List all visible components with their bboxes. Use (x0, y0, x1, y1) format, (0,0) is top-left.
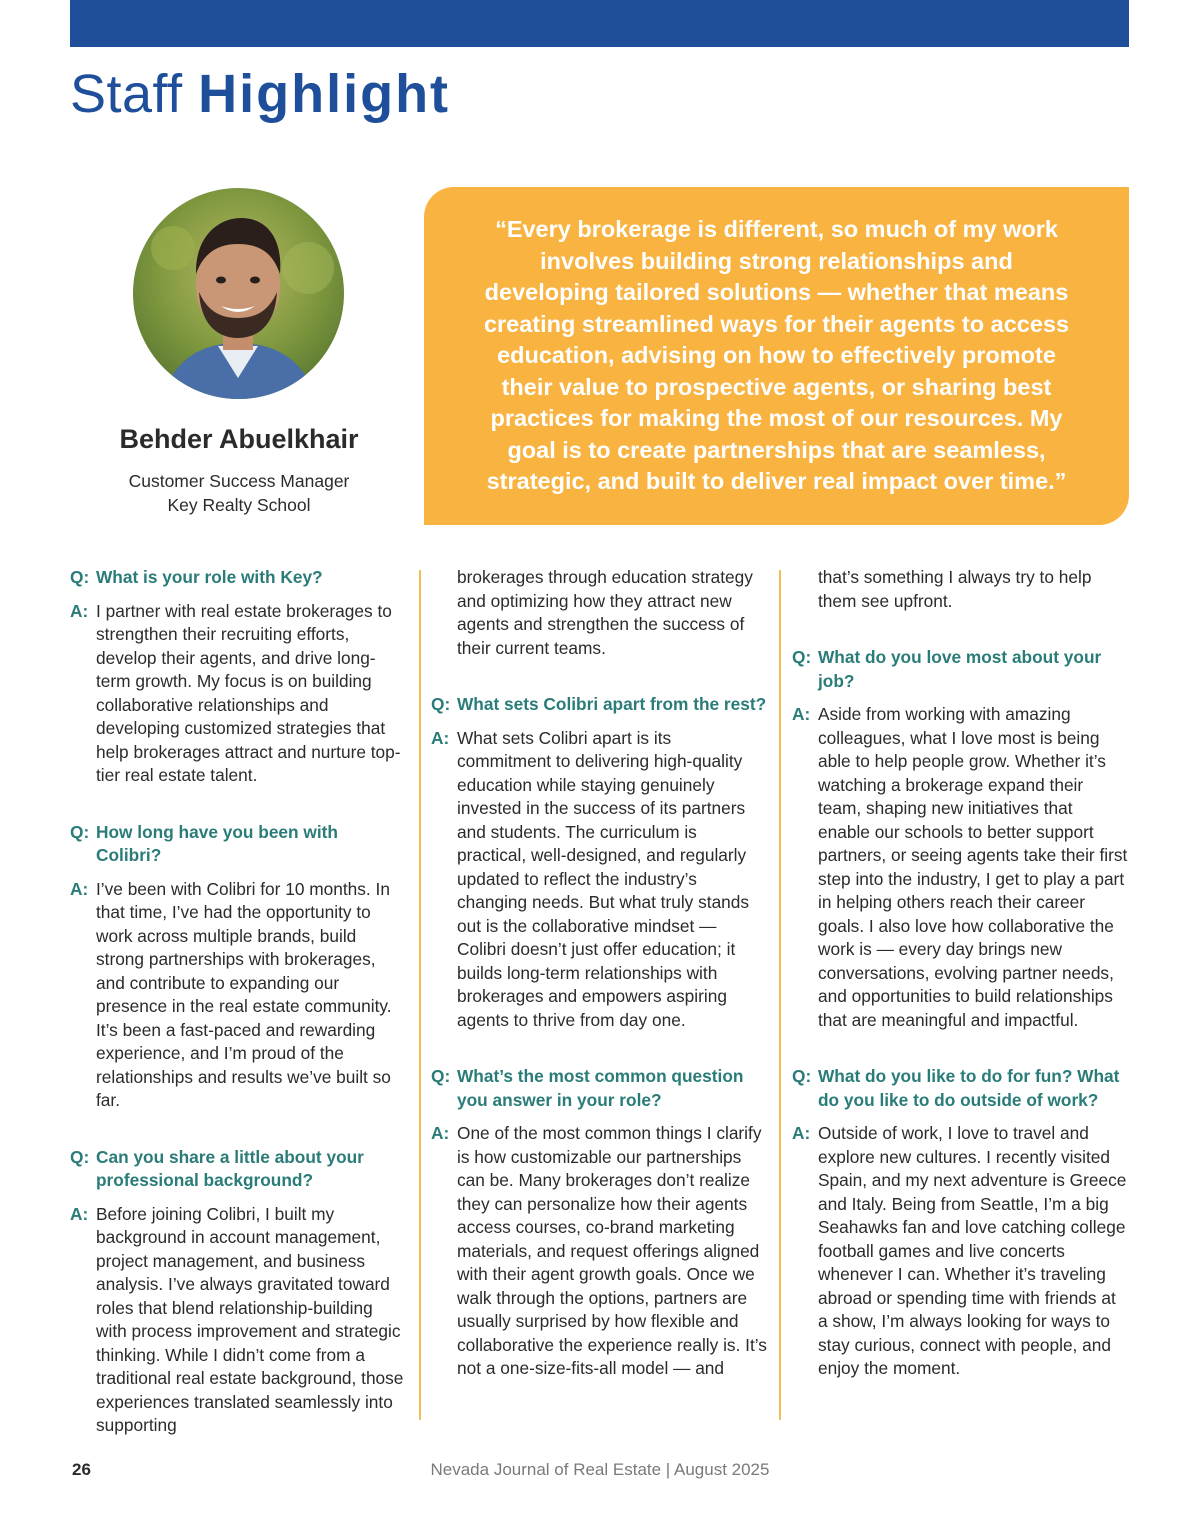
header-bar (70, 0, 1129, 47)
pull-quote: “Every brokerage is different, so much of my work involves building strong relationships and developing tailored solutions — whether that means creating streamlined ways for their agents to access education, advising on how to effectively promote their value to prospective agents, or sharing best practices for making the most of our resources. My goal is to create partnerships that are seamless, strategic, and built to deliver real impact over time.” (483, 216, 1070, 495)
staff-name: Behder Abuelkhair (119, 424, 359, 454)
question: Q: What do you love most about your job? (792, 647, 1102, 691)
question: Q: How long have you been with Colibri? (70, 821, 338, 865)
question: Q: Can you share a little about your professional background? (70, 1146, 364, 1190)
pull-quote-box (424, 187, 1129, 525)
answer-continued: that’s something I always try to help them see upfront. (818, 567, 1092, 611)
column-divider (779, 570, 781, 1420)
answer: A: I partner with real estate brokerages to strengthen their recruiting efforts, develop their agents, and drive long-term growth. My focus is on building collaborative relationships and developing customized strategies that help brokerages attract and nurture top-tier real estate talent. (70, 600, 401, 785)
staff-role (90, 470, 388, 517)
answer: A: Aside from working with amazing colleagues, what I love most is being able to help people grow. Whether it’s watching a brokerage expand their team, shaping new initiatives that enable our schools to better support partners, or seeing agents take their first step into the industry, I get to play a part in helping others reach their career goals. I also love how collaborative the work is — every day brings new conversations, evolving partner needs, and opportunities to build relationships that are meaningful and impactful. (792, 704, 1128, 1030)
article-column-3 (792, 566, 1129, 1381)
answer: A: I’ve been with Colibri for 10 months. In that time, I’ve had the opportunity to work across multiple brands, build strong partnerships with brokerages, and contribute to expanding our presence in the real estate community. It’s been a fast-paced and rewarding experience, and I’m proud of the relationships and results we’ve built so far. (70, 878, 392, 1110)
answer: A: One of the most common things I clarify is how customizable our partnerships can be. Many brokerages don’t realize they can personalize how their agents access courses, co-brand marketing materials, and request offerings aligned with their agent growth goals. Once we walk through the options, partners are usually surprised by how flexible and collaborative the experience really is. It’s not a one-size-fits-all model — and (431, 1123, 767, 1378)
answer: A: Outside of work, I love to travel and explore new cultures. I recently visited Spain, and my next adventure is Greece and Italy. Being from Seattle, I’m a big Seahawks fan and love catching college football games and live concerts whenever I can. Whether it’s traveling abroad or spending time with friends at a show, I’m always looking for ways to stay curious, connect with people, and enjoy the moment. (792, 1123, 1127, 1378)
answer-continued: brokerages through education strategy and optimizing how they attract new agents and strengthen the success of their current teams. (457, 567, 753, 658)
title-light: Staff (70, 64, 183, 124)
question: Q: What’s the most common question you answer in your role? (431, 1066, 744, 1110)
column-divider (419, 570, 421, 1420)
page-title (70, 62, 450, 126)
answer: A: Before joining Colibri, I built my background in account management, project management, and business analysis. I’ve always gravitated toward roles that blend relationship-building with process improvement and strategic thinking. While I didn’t come from a traditional real estate background, those experiences translated seamlessly into supporting (70, 1203, 404, 1435)
role-title: Customer Success Manager (128, 471, 350, 491)
title-bold: Highlight (198, 64, 451, 124)
page-number: 26 (72, 1460, 91, 1479)
question: Q: What is your role with Key? (70, 567, 323, 587)
role-company: Key Realty School (167, 494, 311, 515)
question: Q: What do you like to do for fun? What do you like to do outside of work? (792, 1066, 1120, 1110)
article-column-2 (431, 566, 768, 1381)
article-column-1 (70, 566, 407, 1438)
staff-portrait (133, 188, 344, 399)
publication-footer: Nevada Journal of Real Estate | August 2025 (430, 1460, 770, 1479)
question: Q: What sets Colibri apart from the rest? (431, 694, 767, 714)
answer: A: What sets Colibri apart is its commitment to delivering high-quality education while staying genuinely invested in the success of its partners and students. The curriculum is practical, well-designed, and regularly updated to reflect the industry’s changing needs. But what truly stands out is the collaborative mindset — Colibri doesn’t just offer education; it builds long-term relationships with brokerages and empowers aspiring agents to thrive from day one. (431, 727, 750, 1030)
